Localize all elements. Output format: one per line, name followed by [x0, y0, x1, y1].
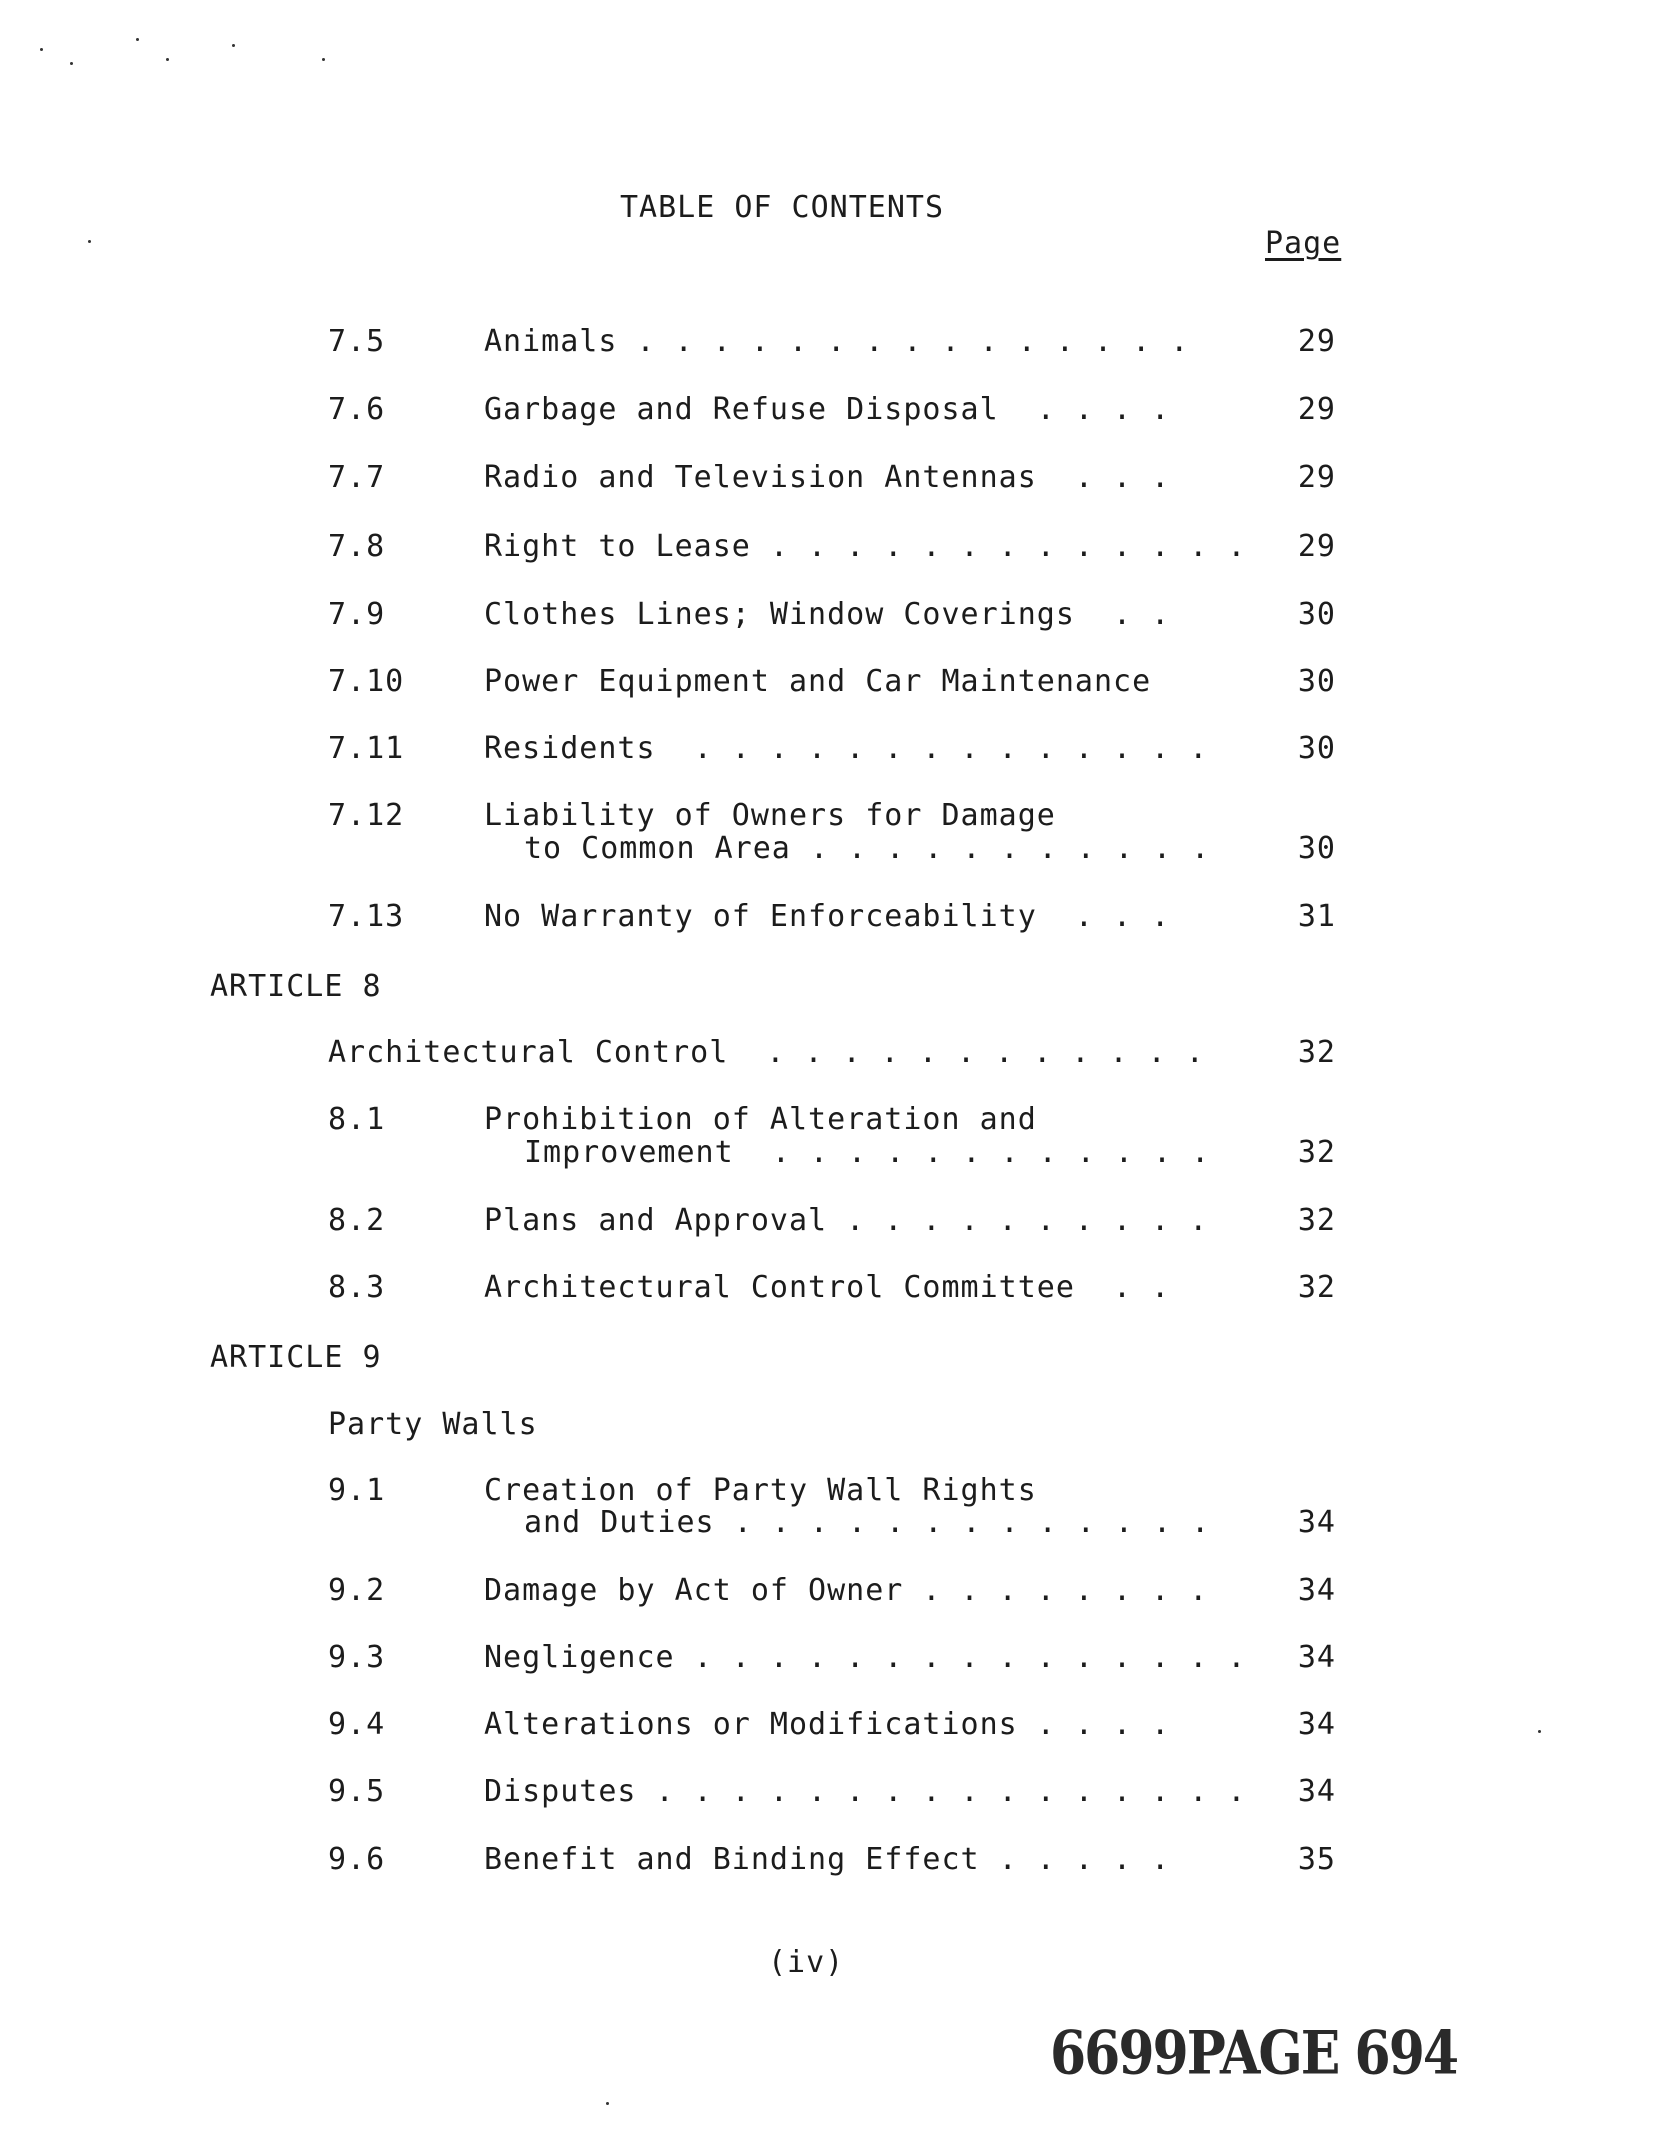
- article-heading: Architectural Control . . . . . . . . . . . .: [328, 1035, 1205, 1070]
- entry-label: Clothes Lines; Window Coverings . .: [484, 597, 1171, 632]
- entry-label: No Warranty of Enforceability . . .: [484, 899, 1171, 934]
- article-heading: Party Walls: [328, 1407, 538, 1442]
- entry-number: 7.5: [328, 324, 386, 359]
- scan-speck: [166, 58, 169, 61]
- page-title: TABLE OF CONTENTS: [620, 190, 945, 225]
- entry-number: 8.2: [328, 1203, 386, 1238]
- entry-number: 8.3: [328, 1270, 386, 1305]
- entry-label: Creation of Party Wall Rights: [484, 1473, 1037, 1508]
- entry-label-continuation: to Common Area . . . . . . . . . . .: [524, 831, 1211, 866]
- entry-page-number: 30: [1297, 831, 1336, 866]
- entry-number: 9.3: [328, 1640, 386, 1675]
- entry-label: Right to Lease . . . . . . . . . . . . .: [484, 529, 1247, 564]
- entry-number: 9.6: [328, 1842, 386, 1877]
- entry-page-number: 29: [1297, 392, 1336, 427]
- page-column-header: Page: [1265, 226, 1342, 261]
- entry-number: 9.4: [328, 1707, 386, 1742]
- entry-label: Benefit and Binding Effect . . . . .: [484, 1842, 1171, 1877]
- entry-label-continuation: and Duties . . . . . . . . . . . . .: [524, 1505, 1211, 1540]
- entry-page-number: 32: [1297, 1203, 1336, 1238]
- entry-page-number: 34: [1297, 1505, 1336, 1540]
- entry-label: Power Equipment and Car Maintenance: [484, 664, 1152, 699]
- entry-number: 9.5: [328, 1774, 386, 1809]
- scan-speck: [1538, 1730, 1541, 1733]
- entry-number: 8.1: [328, 1102, 386, 1137]
- entry-label: Damage by Act of Owner . . . . . . . .: [484, 1573, 1209, 1608]
- entry-number: 7.7: [328, 460, 386, 495]
- entry-page-number: 30: [1297, 597, 1336, 632]
- entry-label: Radio and Television Antennas . . .: [484, 460, 1171, 495]
- entry-label: Architectural Control Committee . .: [484, 1270, 1171, 1305]
- article-label: ARTICLE 8: [210, 969, 382, 1004]
- page-footer-number: (iv): [768, 1945, 845, 1980]
- entry-label: Plans and Approval . . . . . . . . . .: [484, 1203, 1209, 1238]
- entry-page-number: 34: [1297, 1707, 1336, 1742]
- entry-number: 9.1: [328, 1473, 386, 1508]
- entry-page-number: 30: [1297, 664, 1336, 699]
- entry-page-number: 29: [1297, 460, 1336, 495]
- entry-page-number: 34: [1297, 1640, 1336, 1675]
- scan-speck: [322, 58, 325, 61]
- scan-speck: [70, 62, 73, 65]
- entry-number: 7.8: [328, 529, 386, 564]
- scan-speck: [606, 2102, 609, 2105]
- entry-label: Prohibition of Alteration and: [484, 1102, 1037, 1137]
- scan-speck: [232, 44, 235, 47]
- entry-page-number: 29: [1297, 529, 1336, 564]
- article-label: ARTICLE 9: [210, 1340, 382, 1375]
- entry-page-number: 32: [1297, 1135, 1336, 1170]
- entry-number: 7.10: [328, 664, 405, 699]
- entry-label: Negligence . . . . . . . . . . . . . . .: [484, 1640, 1247, 1675]
- entry-number: 7.12: [328, 798, 405, 833]
- entry-label: Disputes . . . . . . . . . . . . . . . .: [484, 1774, 1247, 1809]
- entry-label: Liability of Owners for Damage: [484, 798, 1056, 833]
- entry-label-continuation: Improvement . . . . . . . . . . . .: [524, 1135, 1211, 1170]
- entry-label: Garbage and Refuse Disposal . . . .: [484, 392, 1171, 427]
- entry-number: 9.2: [328, 1573, 386, 1608]
- entry-page-number: 34: [1297, 1573, 1336, 1608]
- entry-page-number: 29: [1297, 324, 1336, 359]
- entry-number: 7.9: [328, 597, 386, 632]
- entry-label: Alterations or Modifications . . . .: [484, 1707, 1171, 1742]
- entry-page-number: 32: [1297, 1270, 1336, 1305]
- entry-page-number: 35: [1297, 1842, 1336, 1877]
- entry-label: Animals . . . . . . . . . . . . . . .: [484, 324, 1190, 359]
- scan-speck: [40, 48, 43, 51]
- scan-speck: [88, 240, 91, 243]
- entry-page-number: 31: [1297, 899, 1336, 934]
- entry-label: Residents . . . . . . . . . . . . . .: [484, 731, 1209, 766]
- entry-number: 7.13: [328, 899, 405, 934]
- entry-page-number: 32: [1297, 1035, 1336, 1070]
- entry-page-number: 34: [1297, 1774, 1336, 1809]
- entry-number: 7.6: [328, 392, 386, 427]
- scan-speck: [136, 38, 139, 41]
- entry-number: 7.11: [328, 731, 405, 766]
- recording-stamp: 6699PAGE 694: [1050, 2018, 1458, 2089]
- entry-page-number: 30: [1297, 731, 1336, 766]
